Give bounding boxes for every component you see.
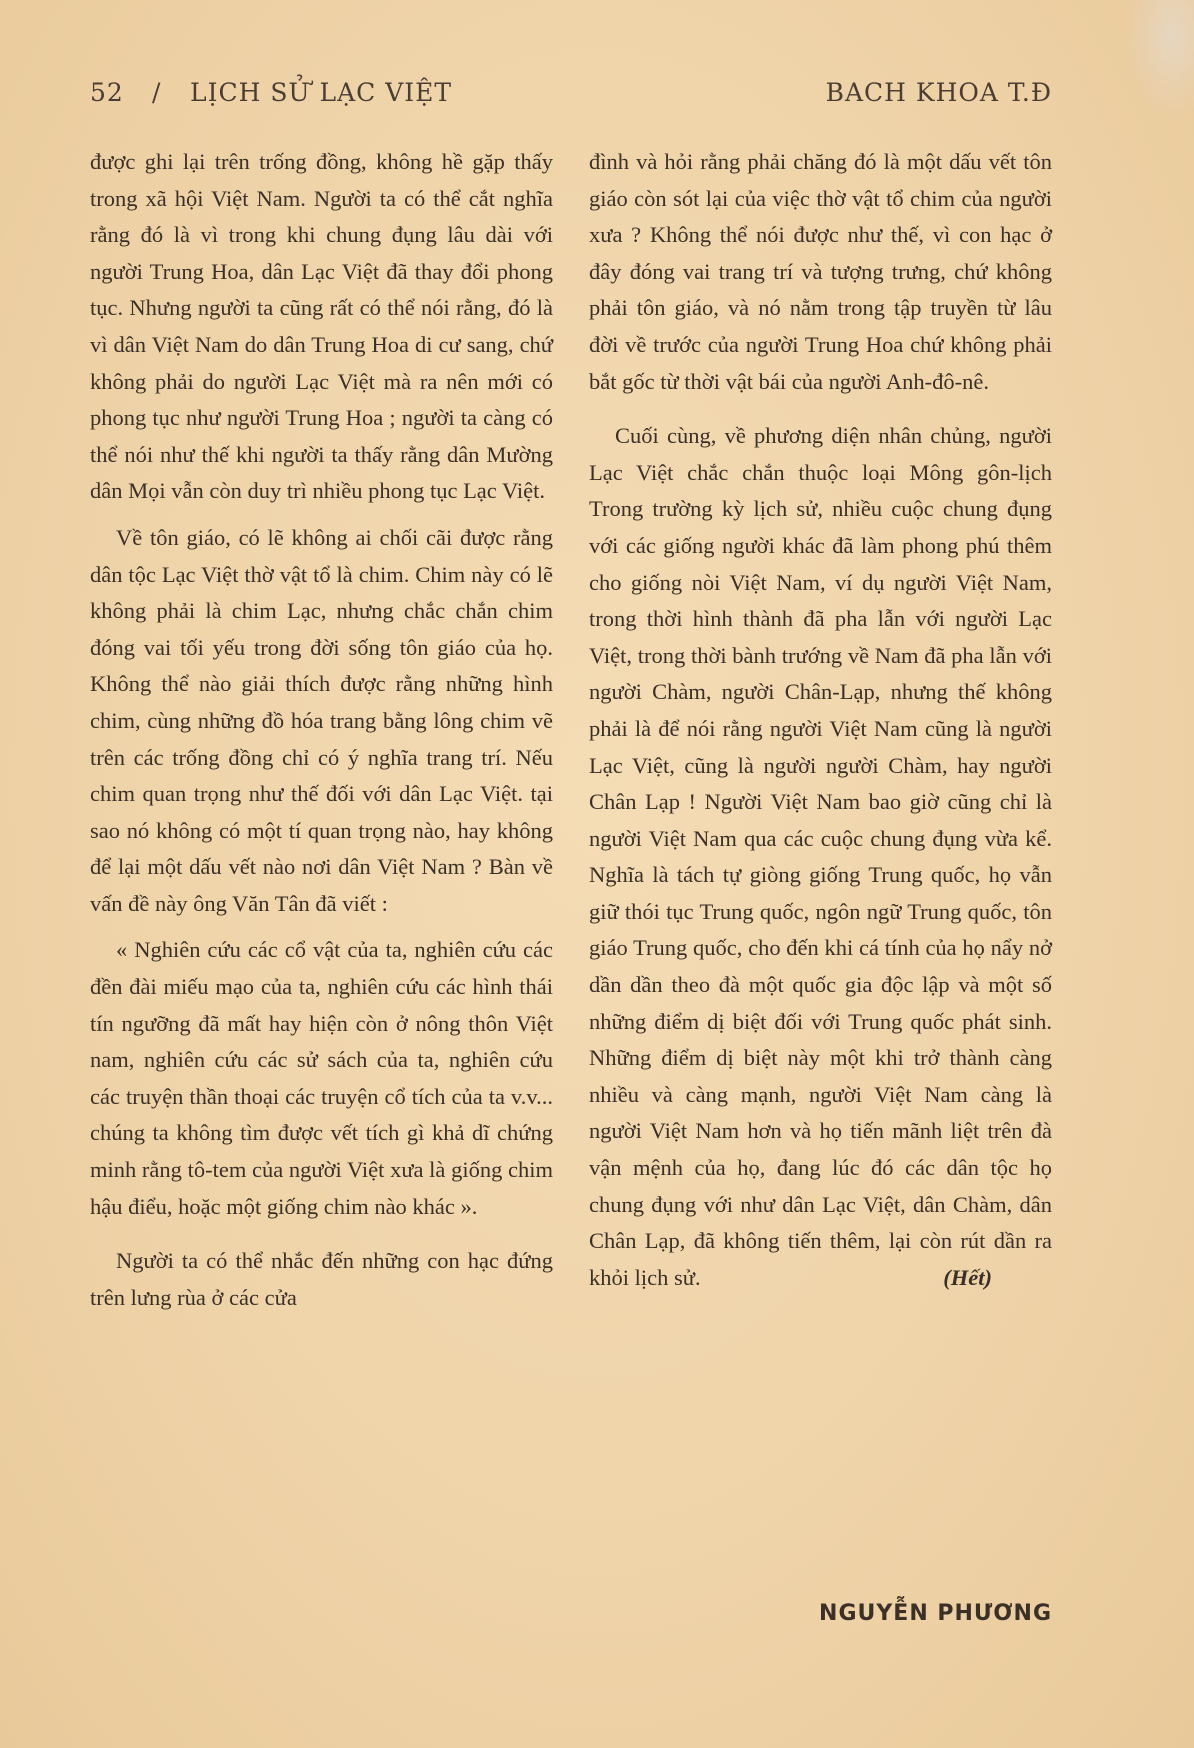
paragraph: Về tôn giáo, có lẽ không ai chối cãi được rằng dân tộc Lạc Việt thờ vật tổ là chim. Chim này có lẽ không phải là chim Lạc, nhưng chắc chắn chim đóng vai tối yếu trong đời sống tôn giáo của họ. Không thể nào giải thích được rằng những hình chim, cùng những đồ hóa trang bằng lông chim vẽ trên các trống đồng chỉ có ý nghĩa trang trí. Nếu chim quan trọng như thế đối với dân Lạc Việt. tại sao nó không có một tí quan trọng nào, hay không để lại một dấu vết nào nơi dân Việt Nam ? Bàn về vấn đề này ông Văn Tân đã viết : [90,524,553,916]
quote-paragraph: « Nghiên cứu các cổ vật của ta, nghiên cứu các đền đài miếu mạo của ta, nghiên cứu các hình thái tín ngưỡng đã mất hay hiện còn ở nông thôn Việt nam, nghiên cứu các sử sách của ta, nghiên cứu các truyện thần thoại các truyện cổ tích của ta v.v... chúng ta không tìm được vết tích gì khả dĩ chứng minh rằng tô-tem của người Việt xưa là giống chim hậu điểu, hoặc một giống chim nào khác ». [90,937,553,1219]
left-column [90,144,553,1316]
author-name: NGUYỄN PHƯƠNG [819,1601,1052,1626]
book-title: LỊCH SỬ LẠC VIỆT [190,78,453,107]
paragraph-text: Cuối cùng, về phương diện nhân chủng, người Lạc Việt chắc chắn thuộc loại Mông gôn-lịch Trong trường kỳ lịch sử, nhiều cuộc chung đụng với các giống người khác đã làm phong phú thêm cho giống nòi Việt Nam, ví dụ người Việt Nam, trong thời hình thành đã pha lẫn với người Lạc Việt, trong thời bành trướng về Nam đã pha lẫn với người Chàm, người Chân-Lạp, nhưng thế không phải là để nói rằng người Việt Nam cũng là người Lạc Việt, cũng là người người Chàm, hay người Chân Lạp ! Người Việt Nam bao giờ cũng chỉ là người Việt Nam qua các cuộc chung đụng vừa kể. Nghĩa là tách tự giòng giống Trung quốc, họ vẫn giữ thói tục Trung quốc, ngôn ngữ Trung quốc, tôn giáo Trung quốc, cho đến khi cá tính của họ nẩy nở dần dần theo đà một quốc gia độc lập và một số những điểm dị biệt đối với Trung quốc phát sinh. Những điểm dị biệt này một khi trở thành càng nhiều và càng mạnh, người Việt Nam càng là người Việt Nam hơn và họ tiến mãnh liệt trên đà vận mệnh của họ, đang lúc đó các dân tộc họ chung đụng với như dân Lạc Việt, dân Chàm, dân Chân Lạp, đã không tiến thêm, lại còn rút dần ra khỏi lịch sử. [589,423,1052,1290]
magazine-title: BACH KHOA T.Đ [825,78,1052,107]
header-separator: / [152,78,162,107]
end-mark: (Hết) [943,1264,992,1290]
right-column [589,144,1052,1296]
page-number: 52 [90,78,124,107]
paper-stain [1124,0,1194,120]
page-header [90,78,1052,118]
paragraph [589,418,1052,1296]
paragraph: Người ta có thể nhắc đến những con hạc đứng trên lưng rùa ở các cửa [90,1248,553,1310]
paragraph: đình và hỏi rằng phải chăng đó là một dấu vết tôn giáo còn sót lại của việc thờ vật tổ chim của người xưa ? Không thể nói được như thế, vì con hạc ở đây đóng vai trang trí và tượng trưng, chứ không phải tôn giáo, và nó nằm trong tập truyền từ lâu đời về trước của người Trung Hoa chứ không phải bắt gốc từ thời vật bái của người Anh-đô-nê. [589,149,1052,394]
paragraph: được ghi lại trên trống đồng, không hề gặp thấy trong xã hội Việt Nam. Người ta có thể cắt nghĩa rằng đó là vì trong khi chung đụng lâu dài với người Trung Hoa, dân Lạc Việt đã thay đổi phong tục. Nhưng người ta cũng rất có thể nói rằng, đó là vì dân Việt Nam do dân Trung Hoa di cư sang, chứ không phải do người Lạc Việt mà ra nên mới có phong tục như người Trung Hoa ; người ta càng có thể nói như thế khi người ta thấy rằng dân Mường dân Mọi vẫn còn duy trì nhiều phong tục Lạc Việt. [90,149,553,504]
